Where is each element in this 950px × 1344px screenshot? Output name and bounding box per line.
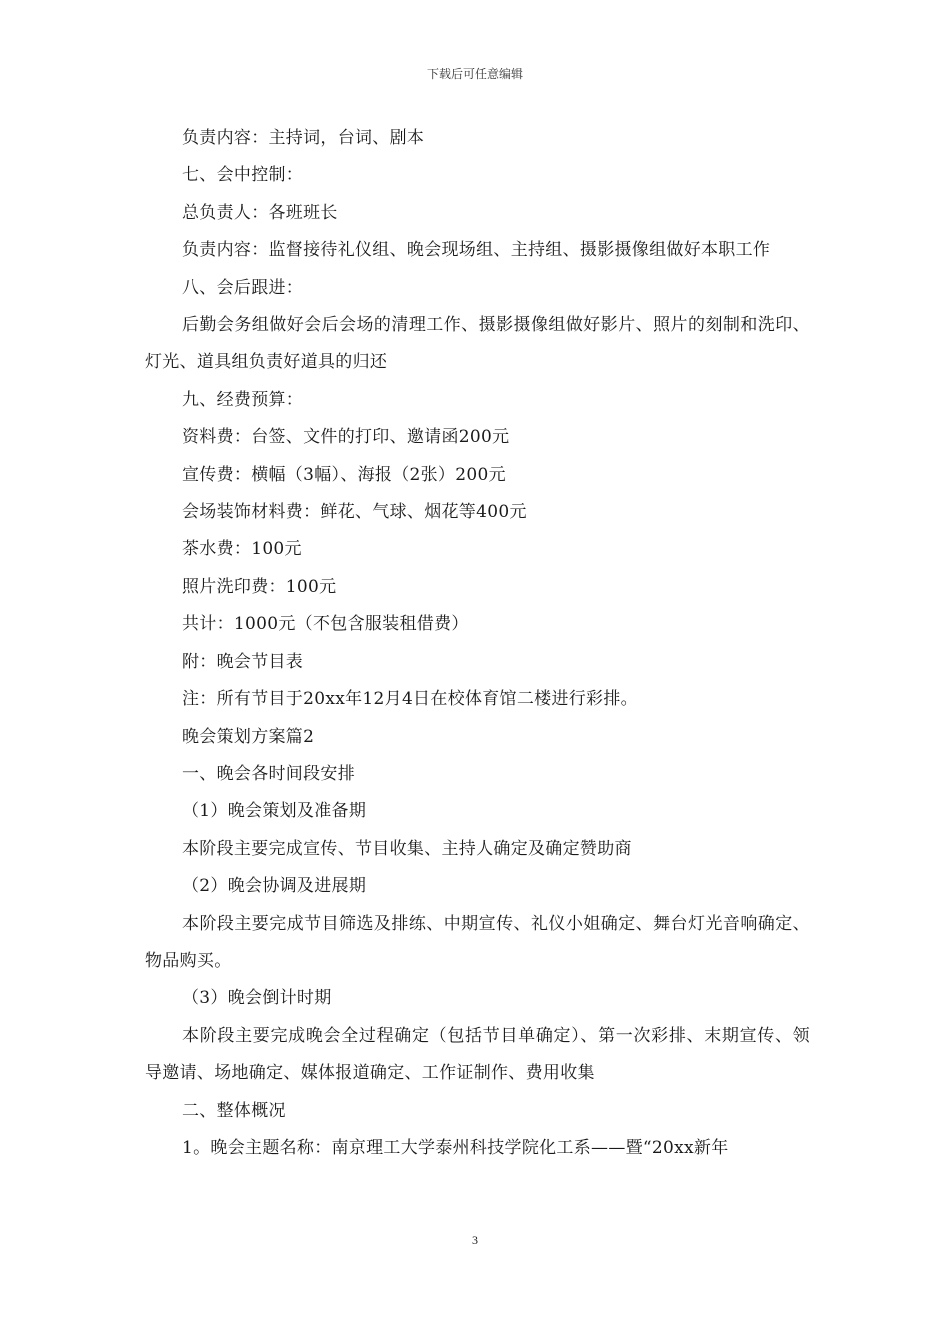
paragraph-10: 会场装饰材料费：鲜花、气球、烟花等400元: [182, 502, 527, 523]
paragraph-20: （2）晚会协调及进展期: [182, 876, 367, 897]
paragraph-24: 二、整体概况: [182, 1100, 286, 1121]
paragraph-18: （1）晚会策划及准备期: [182, 801, 367, 822]
paragraph-22: （3）晚会倒计时期: [182, 988, 332, 1009]
paragraph-6: 后勤会务组做好会后会场的清理工作、摄影摄像组做好影片、照片的刻制和洗印、灯光、道具组负责好道具的归还: [145, 315, 810, 373]
paragraph-16: 晚会策划方案篇2: [182, 726, 315, 747]
page-header: 下载后可任意编辑: [426, 67, 523, 81]
paragraph-25: 1。晚会主题名称：南京理工大学泰州科技学院化工系——暨“20xx新年: [182, 1137, 729, 1158]
paragraph-13: 共计：1000元（不包含服装租借费）: [182, 614, 469, 635]
paragraph-12: 照片洗印费：100元: [182, 576, 337, 597]
paragraph-17: 一、晚会各时间段安排: [182, 763, 355, 784]
paragraph-1: 负责内容：主持词，台词、剧本: [182, 128, 425, 148]
paragraph-4: 负责内容：监督接待礼仪组、晚会现场组、主持组、摄影摄像组做好本职工作: [182, 240, 771, 261]
paragraph-8: 资料费：台签、文件的打印、邀请函200元: [182, 427, 510, 448]
paragraph-23: 本阶段主要完成晚会全过程确定（包括节目单确定）、第一次彩排、末期宣传、领导邀请、场地确定、媒体报道确定、工作证制作、费用收集: [145, 1025, 810, 1084]
paragraph-9: 宣传费：横幅（3幅）、海报（2张）200元: [182, 464, 506, 485]
paragraph-5: 八、会后跟进：: [182, 277, 304, 298]
paragraph-3: 总负责人：各班班长: [182, 202, 338, 223]
document-body: [145, 120, 810, 1167]
paragraph-2: 七、会中控制：: [182, 165, 304, 186]
paragraph-11: 茶水费：100元: [182, 539, 302, 560]
paragraph-14: 附：晚会节目表: [182, 651, 304, 672]
paragraph-7: 九、经费预算：: [182, 389, 304, 410]
paragraph-21: 本阶段主要完成节目筛选及排练、中期宣传、礼仪小姐确定、舞台灯光音响确定、物品购买。: [145, 913, 810, 971]
paragraph-19: 本阶段主要完成宣传、节目收集、主持人确定及确定赞助商: [182, 838, 632, 859]
page-number: 3: [472, 1233, 478, 1247]
paragraph-15: 注：所有节目于20xx年12月4日在校体育馆二楼进行彩排。: [182, 689, 638, 710]
